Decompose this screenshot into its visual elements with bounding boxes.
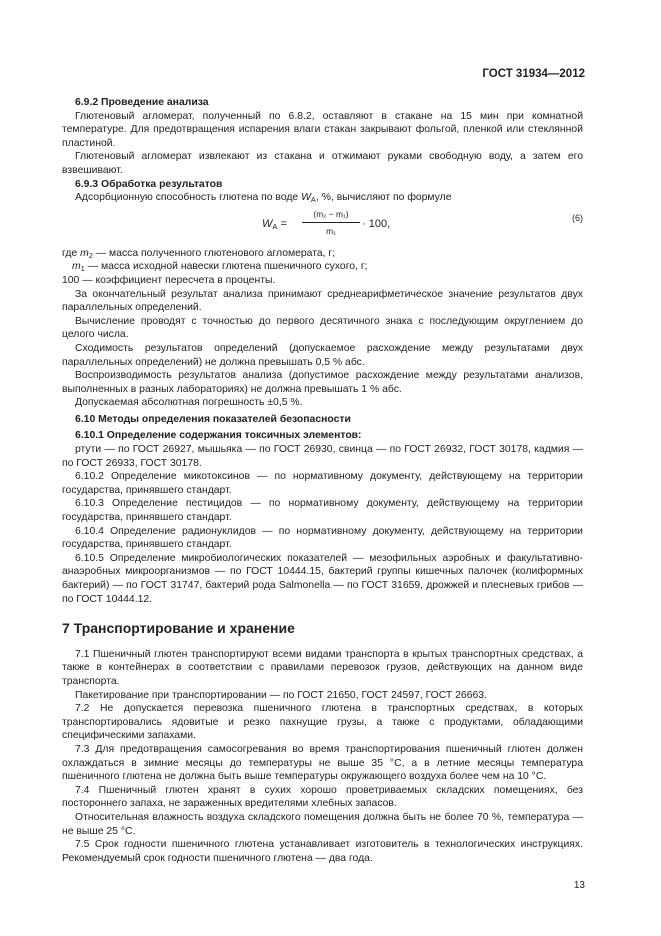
formula-number: (6)	[572, 212, 583, 223]
legend-item: где $m_2$ — масса полученного глютенового агломерата, г;	[62, 247, 336, 260]
paragraph: 7.3 Для предотвращения самосогревания во время транспортирования пшеничный глютен должен охлаждаться в зимние месяцы до температуры не выше 35 °С, а в летние месяцы температура пшеничного глютена не должна быть выше температуры окружающего воздуха более чем на 10 °С.	[62, 743, 583, 783]
paragraph: Сходимость результатов определений (допускаемое расхождение между результатами двух параллельных определений) не должна превышать 0,5 % абс.	[62, 342, 583, 368]
paragraph: 7.1 Пшеничный глютен транспортируют всеми видами транспорта в крытых транспортных средствах, а также в контейнерах в соответствии с правилами перевозок грузов, действующих на данном виде транспорта.	[62, 648, 583, 687]
paragraph: 6.10.4 Определение радионуклидов — по нормативному документу, действующему на территории государства, принявшего стандарт.	[62, 525, 583, 551]
section-6-10-title: 6.10 Методы определения показателей безопасности	[75, 413, 351, 425]
section-6-10-1-title: 6.10.1 Определение содержания токсичных элементов:	[75, 430, 362, 442]
paragraph: Допускаемая абсолютная погрешность ±0,5 %.	[75, 397, 303, 409]
legend-item: $m_1$ — масса исходной навески глютена пшеничного сухого, г;	[72, 261, 368, 274]
section-6-9-2-title: 6.9.2 Проведение анализа	[75, 97, 209, 108]
section-6-9-3-title: 6.9.3 Обработка результатов	[75, 178, 223, 190]
paragraph: 7.4 Пшеничный глютен хранят в сухих хорошо проветриваемых складских помещениях, без постороннего запаха, не зараженных вредителями хлебных запасов.	[62, 784, 583, 810]
paragraph: Вычисление проводят с точностью до первого десятичного знака с последующим округлением до целого числа.	[62, 315, 583, 341]
paragraph: 7.2 Не допускается перевозка пшеничного глютена в транспортных средствах, в которых транспортировались ядовитые и резко пахнущие грузы, а также с продуктами, обладающими специфическими запахами.	[62, 703, 583, 742]
formula-rhs: · 100,	[362, 217, 391, 230]
paragraph: ртути — по ГОСТ 26927, мышьяка — по ГОСТ 26930, свинца — по ГОСТ 26932, ГОСТ 30178, кадмия — по ГОСТ 26933, ГОСТ 30178.	[62, 444, 583, 469]
paragraph: 6.10.5 Определение микробиологических показателей — мезофильных аэробных и факультативно-анаэробных микроорганизмов — по ГОСТ 10444.15, бактерий группы кишечных палочек (колиформных бактерий) — по ГОСТ 31747, бактерий рода Salmonella — по ГОСТ 31659, дрожжей и плесневых грибов — по ГОСТ 10444.12.	[62, 552, 583, 605]
paragraph: 6.10.3 Определение пестицидов — по нормативному документу, действующему на территории государства, принявшего стандарт.	[62, 498, 583, 524]
formula-numerator: (m₂ − m₁)	[302, 208, 360, 224]
paragraph: Пакетирование при транспортировании — по ГОСТ 21650, ГОСТ 24597, ГОСТ 26663.	[75, 689, 487, 701]
paragraph: За окончательный результат анализа принимают среднеарифметическое значение результатов двух параллельных определений.	[62, 288, 583, 314]
formula-intro: Адсорбционную способность глютена по воде $W_A$, %, вычисляют по формуле	[75, 192, 452, 205]
paragraph: Относительная влажность воздуха складского помещения должна быть не более 70 %, температура — не выше 25 °С.	[62, 811, 583, 837]
formula-lhs: $W_A$ =	[262, 217, 287, 231]
page-number: 13	[573, 880, 585, 891]
paragraph: Глютеновый агломерат, полученный по 6.8.2, оставляют в стакане на 15 мин при комнатной температуре. Для предотвращения испарения влаги стакан закрывают фольгой, пленкой или стеклянной пластиной.	[62, 110, 583, 149]
paragraph: 6.10.2 Определение микотоксинов — по нормативному документу, действующему на территории государства, принявшего стандарт.	[62, 471, 583, 496]
document-code-header: ГОСТ 31934—2012	[482, 68, 585, 80]
formula-fraction	[302, 208, 360, 239]
paragraph: Воспроизводимость результатов анализа (допустимое расхождение между результатами анализов, выполненных в разных лабораториях) не должна превышать 1 % абс.	[62, 370, 583, 395]
paragraph: Глютеновый агломерат извлекают из стакана и отжимают руками свободную воду, а затем его взвешивают.	[62, 151, 583, 176]
document-body	[62, 96, 583, 865]
formula-denominator: m₁	[326, 226, 336, 237]
section-7-title: 7 Транспортирование и хранение	[62, 620, 295, 637]
formula-6	[62, 208, 583, 244]
paragraph: 7.5 Срок годности пшеничного глютена устанавливает изготовитель в технологических инструкциях. Рекомендуемый срок годности пшеничного глютена — два года.	[62, 839, 583, 864]
formula-legend	[62, 247, 583, 288]
legend-item: 100 — коэффициент пересчета в проценты.	[62, 274, 276, 286]
